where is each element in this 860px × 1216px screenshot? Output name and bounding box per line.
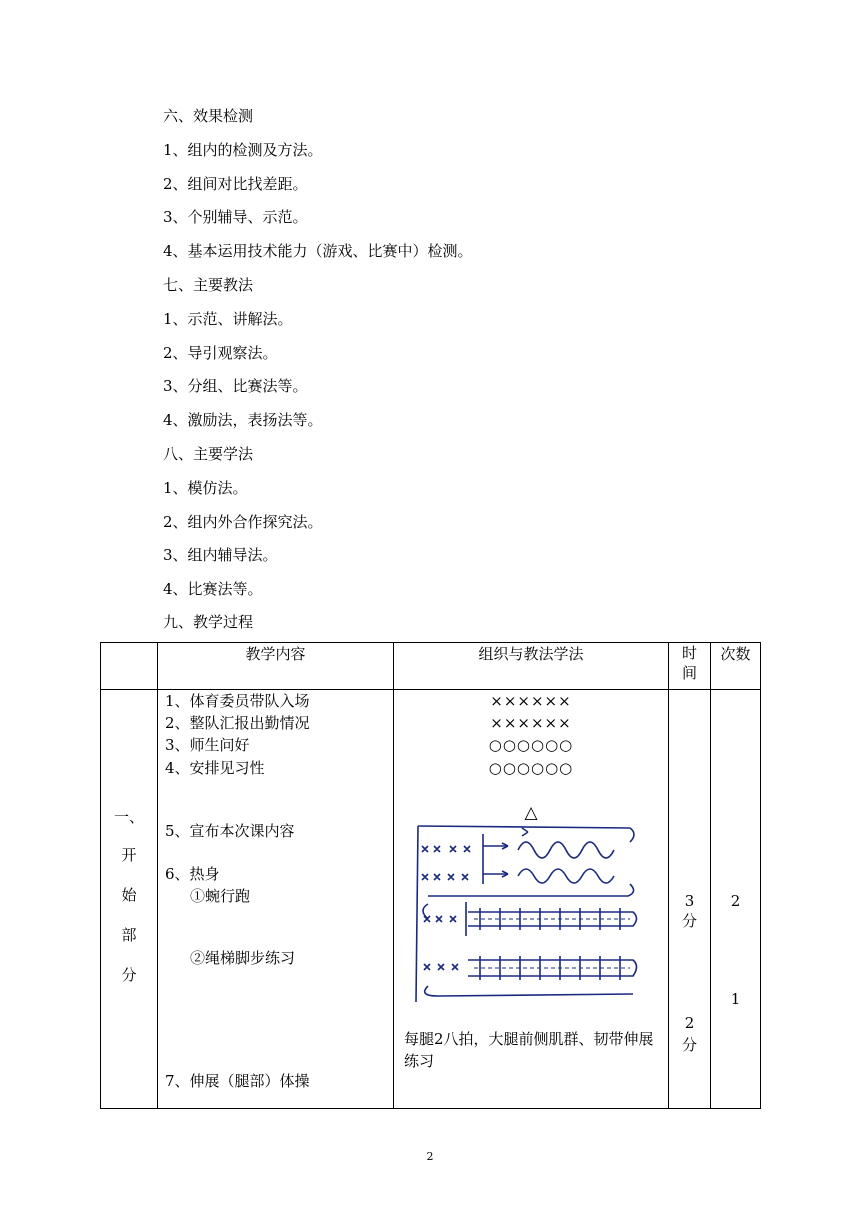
formation-row: ×××××× xyxy=(490,714,572,732)
content-item: 5、宣布本次课内容 xyxy=(165,822,295,840)
content-item: 7、伸展（腿部）体操 xyxy=(165,1072,310,1090)
page-number: 2 xyxy=(426,1150,434,1163)
section-label xyxy=(101,690,158,1109)
time-unit: 分 xyxy=(681,912,697,930)
count-value: 1 xyxy=(730,990,741,1008)
content-item: 6、热身 xyxy=(165,865,220,883)
time-value: 2 xyxy=(684,1014,695,1032)
text-line: 2、组间对比找差距。 xyxy=(163,175,308,193)
header-section xyxy=(101,643,158,690)
header-count: 次数 xyxy=(711,643,761,690)
text-line: 3、组内辅导法。 xyxy=(163,546,278,564)
heading-teaching-methods: 七、主要教法 xyxy=(163,276,254,294)
content-item: 3、师生问好 xyxy=(165,736,250,754)
text-line: 2、导引观察法。 xyxy=(163,344,278,362)
time-unit: 分 xyxy=(681,1036,697,1054)
section-char: 部 xyxy=(121,926,137,944)
teaching-process-table xyxy=(100,642,761,1109)
time-value: 3 xyxy=(684,892,695,910)
heading-effect-check: 六、效果检测 xyxy=(163,107,254,125)
header-content: 教学内容 xyxy=(158,643,394,690)
content-item: 1、体育委员带队入场 xyxy=(165,692,310,710)
content-item: 4、安排见习性 xyxy=(165,759,265,777)
content-item: 2、整队汇报出勤情况 xyxy=(165,714,310,732)
table-row xyxy=(101,690,761,1109)
time-cell xyxy=(669,690,711,1109)
section-char: 一、 xyxy=(113,808,144,826)
text-line: 4、基本运用技术能力（游戏、比赛中）检测。 xyxy=(163,242,473,260)
section-char: 分 xyxy=(121,966,137,984)
content-item: ①蜿行跑 xyxy=(190,887,251,905)
text-line: 2、组内外合作探究法。 xyxy=(163,513,323,531)
text-line: 3、分组、比赛法等。 xyxy=(163,377,308,395)
count-cell xyxy=(711,690,761,1109)
heading-learning-methods: 八、主要学法 xyxy=(163,445,254,463)
heading-teaching-process: 九、教学过程 xyxy=(163,613,254,631)
content-cell xyxy=(158,690,394,1109)
header-time: 时间 xyxy=(669,643,711,690)
text-line: 4、比赛法等。 xyxy=(163,580,263,598)
table-header-row xyxy=(101,643,761,690)
text-line: 1、组内的检测及方法。 xyxy=(163,141,323,159)
text-line: 1、示范、讲解法。 xyxy=(163,310,293,328)
section-char: 开 xyxy=(121,846,137,864)
count-value: 2 xyxy=(730,892,741,910)
content-item: ②绳梯脚步练习 xyxy=(190,949,296,967)
teacher-marker: △ xyxy=(524,803,538,823)
method-note: 每腿2八拍，大腿前侧肌群、韧带伸展练习 xyxy=(404,1030,654,1070)
text-line: 3、个别辅导、示范。 xyxy=(163,208,308,226)
formation-row: ○○○○○○ xyxy=(488,759,574,777)
warmup-drill-sketch xyxy=(408,824,644,1007)
section-char: 始 xyxy=(121,886,137,904)
header-method: 组织与教法学法 xyxy=(394,643,669,690)
formation-row: ×××××× xyxy=(490,692,572,710)
method-cell xyxy=(394,690,669,1109)
formation-row: ○○○○○○ xyxy=(488,736,574,754)
text-line: 1、模仿法。 xyxy=(163,479,248,497)
text-line: 4、激励法，表扬法等。 xyxy=(163,411,323,429)
